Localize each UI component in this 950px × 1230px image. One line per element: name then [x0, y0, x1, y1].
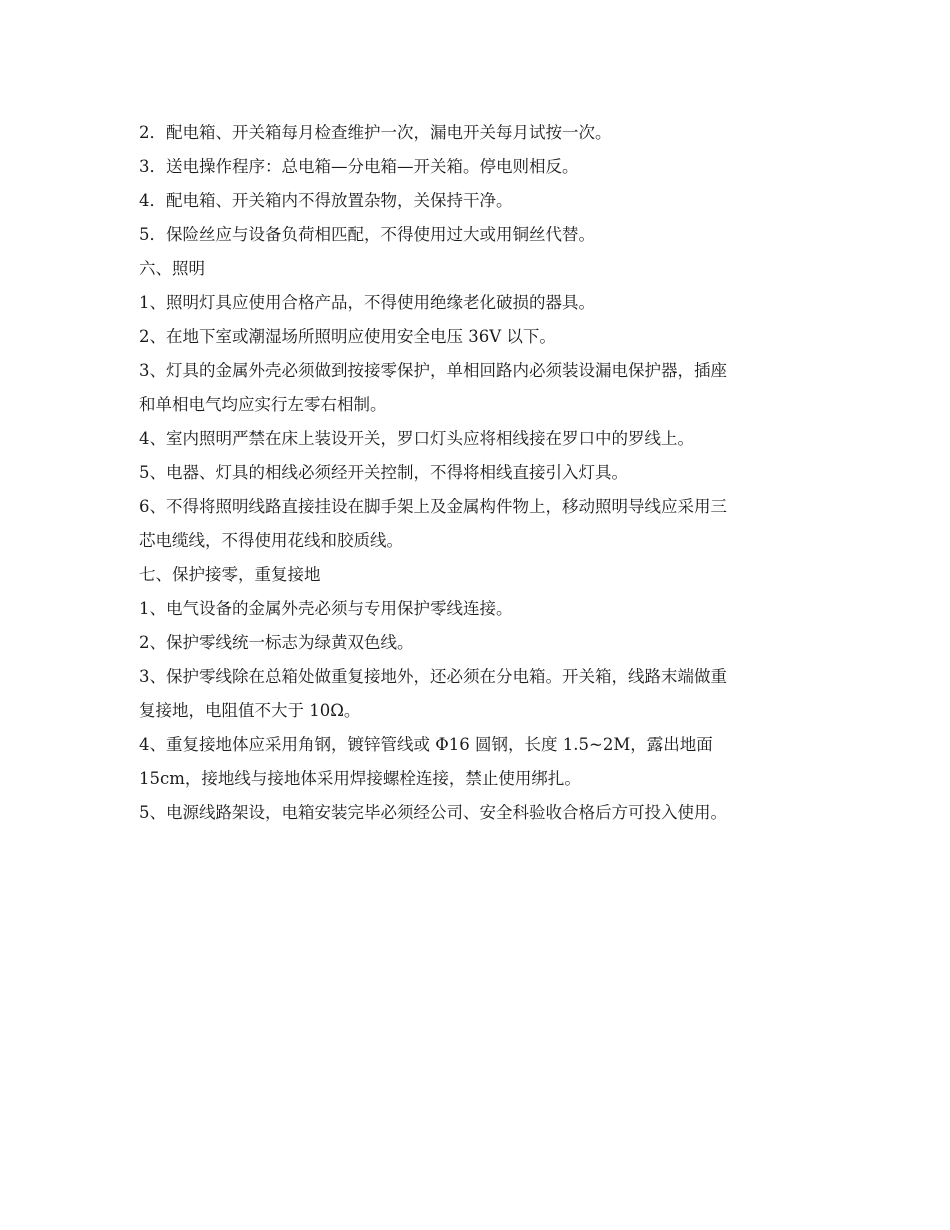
lighting-item-3-line-1: 3、灯具的金属外壳必须做到按接零保护，单相回路内必须装设漏电保护器，插座	[139, 361, 727, 380]
grounding-item-5: 5、电源线路架设，电箱安装完毕必须经公司、安全科验收合格后方可投入使用。	[139, 803, 727, 822]
grounding-item-1: 1、电气设备的金属外壳必须与专用保护零线连接。	[139, 599, 513, 618]
lighting-item-4: 4、室内照明严禁在床上装设开关，罗口灯头应将相线接在罗口中的罗线上。	[139, 429, 694, 448]
section-heading-grounding: 七、保护接零，重复接地	[139, 565, 321, 584]
grounding-item-4-line-2: 15cm，接地线与接地体采用焊接螺栓连接，禁止使用绑扎。	[139, 769, 581, 788]
lighting-item-1: 1、照明灯具应使用合格产品，不得使用绝缘老化破损的器具。	[139, 293, 595, 312]
grounding-item-3-line-1: 3、保护零线除在总箱处做重复接地外，还必须在分电箱。开关箱，线路末端做重	[139, 667, 727, 686]
item-fuse-matching: 5．保险丝应与设备负荷相匹配，不得使用过大或用铜丝代替。	[139, 225, 595, 244]
document-body	[139, 116, 819, 830]
lighting-item-5: 5、电器、灯具的相线必须经开关控制，不得将相线直接引入灯具。	[139, 463, 628, 482]
item-no-debris-in-boxes: 4．配电箱、开关箱内不得放置杂物，关保持干净。	[139, 191, 513, 210]
lighting-item-3-line-2: 和单相电气均应实行左零右相制。	[139, 395, 387, 414]
lighting-item-6-line-2: 芯电缆线，不得使用花线和胶质线。	[139, 531, 403, 550]
grounding-item-4-line-1: 4、重复接地体应采用角钢，镀锌管线或 Φ16 圆钢，长度 1.5~2M，露出地面	[139, 735, 713, 754]
lighting-item-6-line-1: 6、不得将照明线路直接挂设在脚手架上及金属构件物上，移动照明导线应采用三	[139, 497, 727, 516]
lighting-item-2: 2、在地下室或潮湿场所照明应使用安全电压 36V 以下。	[139, 327, 556, 346]
item-distribution-box-maintenance: 2．配电箱、开关箱每月检查维护一次，漏电开关每月试按一次。	[139, 123, 612, 142]
grounding-item-2: 2、保护零线统一标志为绿黄双色线。	[139, 633, 414, 652]
grounding-item-3-line-2: 复接地，电阻值不大于 10Ω。	[139, 701, 361, 720]
section-heading-lighting: 六、照明	[139, 259, 205, 278]
item-power-on-procedure: 3．送电操作程序：总电箱—分电箱—开关箱。停电则相反。	[139, 157, 579, 176]
